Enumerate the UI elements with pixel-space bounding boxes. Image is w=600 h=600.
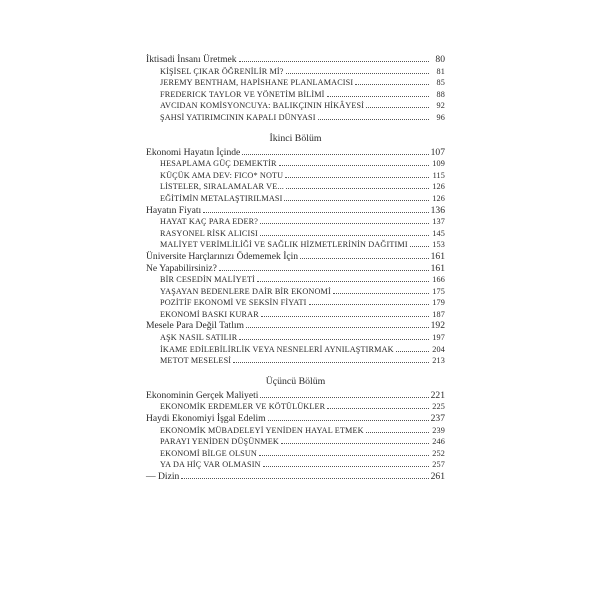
toc-subentry (146, 448, 445, 460)
toc-subentry (146, 239, 445, 251)
dot-leader (239, 332, 429, 340)
page-number: 225 (432, 402, 445, 412)
toc-subentry (146, 425, 445, 437)
dot-leader (181, 471, 428, 479)
dot-leader (259, 448, 429, 456)
dot-leader (396, 344, 429, 352)
dot-leader (260, 390, 428, 398)
entry-title: Haydi Ekonomiyi İşgal Edelim (146, 413, 266, 425)
dot-leader (279, 158, 429, 166)
dot-leader (246, 320, 429, 328)
dot-leader (286, 181, 429, 189)
entry-title: KÜÇÜK AMA DEV: FICO* NOTU (160, 170, 284, 180)
entry-title: EKONOMİ BASKI KURAR (160, 309, 259, 319)
section-heading: İkinci Bölüm (269, 132, 322, 144)
page-number: 187 (432, 309, 445, 319)
page-number: 175 (432, 286, 445, 296)
dot-leader (242, 147, 428, 155)
page-number: 204 (432, 344, 445, 354)
toc-entry (146, 263, 445, 275)
table-of-contents (146, 54, 445, 483)
page-number: 252 (432, 448, 445, 458)
toc-subentry (146, 112, 445, 124)
toc-subentry (146, 344, 445, 356)
page-number: 136 (430, 204, 445, 216)
page-number: 115 (432, 170, 445, 180)
toc-subentry (146, 274, 445, 286)
page-number: 197 (432, 333, 445, 343)
entry-title: Mesele Para Değil Tatlım (146, 320, 244, 332)
dot-leader (285, 170, 429, 178)
toc-subentry (146, 193, 445, 205)
toc-entry (146, 471, 445, 483)
toc-subentry (146, 297, 445, 309)
entry-title: Üniversite Harçlarınızı Ödememek İçin (146, 250, 299, 262)
entry-title: HAYAT KAÇ PARA EDER? (160, 217, 259, 227)
dot-leader (268, 413, 429, 421)
entry-title: FREDERICK TAYLOR VE YÖNETİM BİLİMİ (160, 89, 325, 99)
page-number: 192 (430, 320, 445, 332)
toc-subentry (146, 158, 445, 170)
page-number: 96 (436, 112, 445, 122)
page-number: 257 (432, 460, 445, 470)
page-number: 246 (432, 437, 445, 447)
page-number: 261 (430, 471, 445, 482)
toc-subentry (146, 355, 445, 367)
toc-entry (146, 205, 445, 217)
page-number: 137 (432, 217, 445, 227)
entry-title: İKAME EDİLEBİLİRLİK VEYA NESNELERİ AYNILAŞTIRMAK (160, 344, 394, 354)
page-number: 166 (432, 275, 445, 285)
dot-leader (261, 309, 429, 317)
dot-leader (284, 193, 429, 201)
entry-title: RASYONEL RİSK ALICISI (160, 228, 258, 238)
page-number: 85 (436, 78, 445, 88)
entry-title: METOT MESELESİ (160, 356, 232, 366)
page-number: 81 (436, 66, 445, 76)
entry-title: Ekonominin Gerçek Maliyeti (146, 389, 259, 401)
entry-title: İktisadi İnsanı Üretmek (146, 54, 237, 65)
dot-leader (203, 205, 428, 213)
page-number: 80 (435, 54, 445, 65)
toc-subentry (146, 401, 445, 413)
entry-title: LİSTELER, SIRALAMALAR VE... (160, 182, 284, 192)
toc-subentry (146, 181, 445, 193)
page-number: 126 (432, 182, 445, 192)
entry-title: EĞİTİMİN METALAŞTIRILMASI (160, 193, 283, 203)
toc-subentry (146, 309, 445, 321)
dot-leader (281, 436, 429, 444)
dot-leader (219, 263, 429, 271)
toc-subentry (146, 286, 445, 298)
toc-entry (146, 390, 445, 402)
toc-subentry (146, 100, 445, 112)
dot-leader (286, 66, 429, 74)
toc-subentry (146, 170, 445, 182)
dot-leader (257, 274, 429, 282)
dot-leader (260, 228, 429, 236)
toc-subentry (146, 77, 445, 89)
entry-title: KİŞİSEL ÇIKAR ÖĞRENİLİR Mİ? (160, 66, 284, 76)
dot-leader (333, 286, 429, 294)
entry-title: Ne Yapabilirsiniz? (146, 262, 217, 274)
toc-subentry (146, 216, 445, 228)
toc-subentry (146, 332, 445, 344)
entry-title: POZİTİF EKONOMİ VE SEKSİN FİYATI (160, 298, 307, 308)
toc-entry (146, 147, 445, 159)
page-number: 161 (430, 262, 445, 274)
entry-title: YAŞAYAN BEDENLERE DAİR BİR EKONOMİ (160, 286, 331, 296)
entry-title: ŞAHSİ YATIRIMCININ KAPALI DÜNYASI (160, 112, 316, 122)
toc-subentry (146, 459, 445, 471)
entry-title: YA DA HİÇ VAR OLMASIN (160, 460, 261, 470)
entry-title: EKONOMİK ERDEMLER VE KÖTÜLÜKLER (160, 402, 326, 412)
page-number: 109 (432, 159, 445, 169)
toc-entry (146, 413, 445, 425)
dot-leader (355, 77, 429, 85)
dot-leader (366, 100, 429, 108)
page-number: 239 (432, 425, 445, 435)
entry-title: MALİYET VERİMLİLİĞİ VE SAĞLIK HİZMETLERİNİN DAĞITIMI (160, 240, 408, 250)
entry-title: Ekonomi Hayatın İçinde (146, 146, 241, 158)
page-number: 153 (432, 240, 445, 250)
toc-entry (146, 320, 445, 332)
page-number: 221 (430, 389, 445, 401)
page-number: 213 (432, 356, 445, 366)
entry-title: HESAPLAMA GÜÇ DEMEKTİR (160, 159, 277, 169)
dot-leader (300, 251, 429, 259)
page-number: 161 (430, 250, 445, 262)
dot-leader (239, 54, 429, 62)
toc-entry (146, 54, 445, 66)
dot-leader (327, 89, 429, 97)
page-number: 107 (430, 146, 445, 158)
page-number: 145 (432, 228, 445, 238)
entry-title: JEREMY BENTHAM, HAPİSHANE PLANLAMACISI (160, 78, 354, 88)
page-number: 179 (432, 298, 445, 308)
page-number: 92 (436, 101, 445, 111)
dot-leader (318, 112, 429, 120)
entry-title: EKONOMİK MÜBADELEYİ YENİDEN HAYAL ETMEK (160, 425, 364, 435)
entry-title: AVCIDAN KOMİSYONCUYA: BALIKÇININ HİKÂYESİ (160, 101, 365, 111)
page-number: 126 (432, 193, 445, 203)
entry-title: Hayatın Fiyatı (146, 204, 202, 216)
dot-leader (309, 297, 429, 305)
toc-entry (146, 251, 445, 263)
dot-leader (366, 425, 429, 433)
entry-title: BİR CESEDİN MALİYETİ (160, 275, 255, 285)
dot-leader (263, 459, 429, 467)
entry-title: AŞK NASIL SATILIR (160, 333, 238, 343)
entry-title: — Dizin (146, 471, 180, 482)
toc-subentry (146, 89, 445, 101)
toc-subentry (146, 228, 445, 240)
page-number: 237 (430, 413, 445, 425)
toc-subentry (146, 436, 445, 448)
toc-subentry (146, 66, 445, 78)
dot-leader (410, 239, 429, 247)
dot-leader (327, 401, 429, 409)
dot-leader (260, 216, 429, 224)
dot-leader (233, 355, 429, 363)
entry-title: PARAYI YENİDEN DÜŞÜNMEK (160, 437, 279, 447)
page-number: 88 (436, 89, 445, 99)
entry-title: EKONOMİ BİLGE OLSUN (160, 448, 257, 458)
section-heading: Üçüncü Bölüm (265, 375, 326, 387)
